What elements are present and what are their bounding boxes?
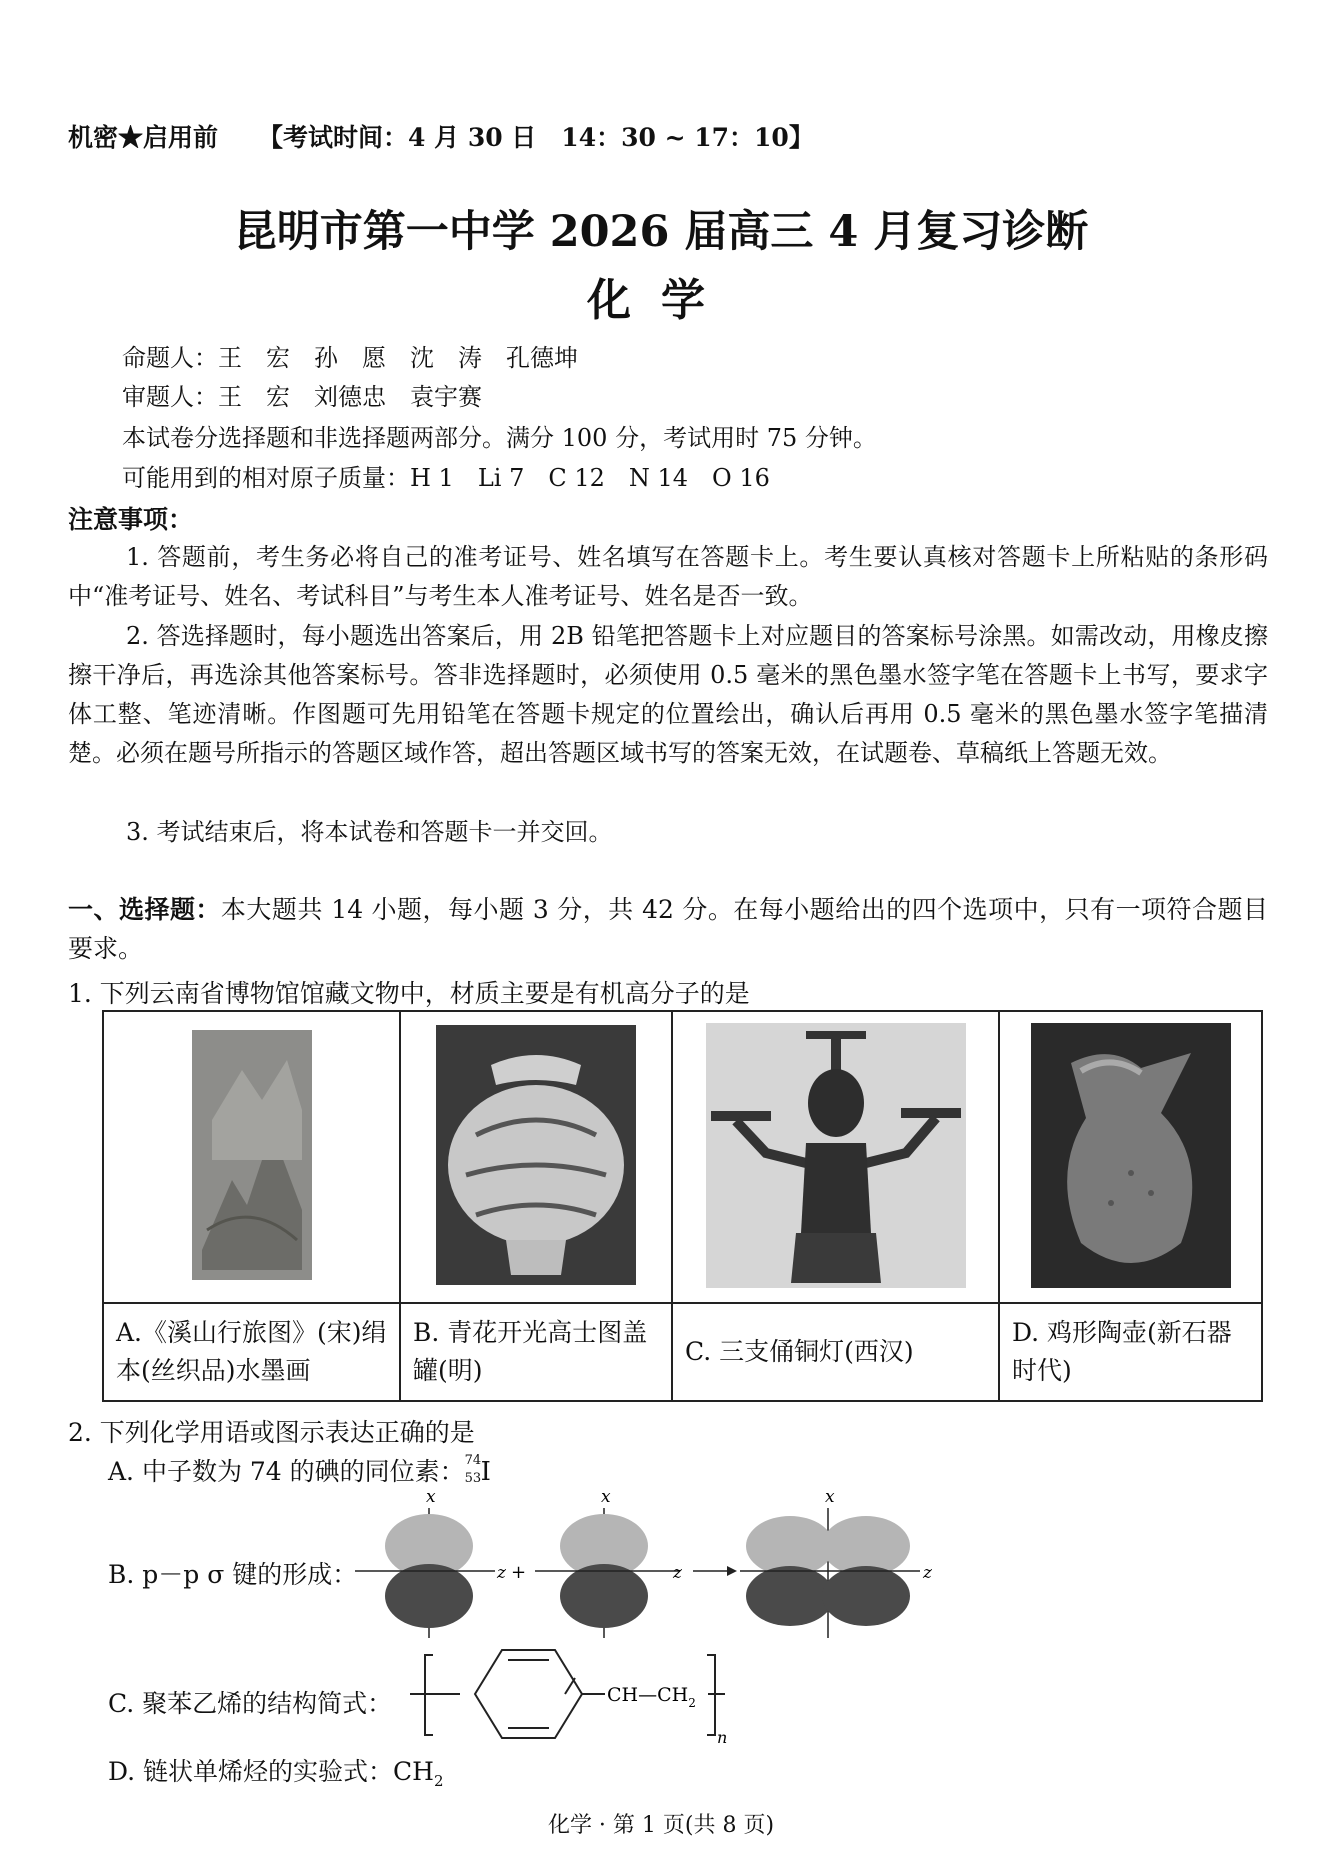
question-1-stem: 1. 下列云南省博物馆馆藏文物中，材质主要是有机高分子的是 [68, 979, 750, 1008]
plus-sign: + [511, 1562, 527, 1583]
option-d-caption: D. 鸡形陶壶(新石器时代) [999, 1303, 1262, 1401]
exam-header [68, 118, 814, 154]
axis-z-label-1: z [497, 1563, 506, 1583]
artifact-table [102, 1010, 1263, 1402]
artifact-image-b-cell [400, 1011, 672, 1303]
p-p-sigma-bond-diagram [355, 1488, 945, 1643]
option-a-line: A. 中子数为 74 的碘的同位素： 74 53 I [108, 1452, 495, 1489]
option-b-caption: B. 青花开光高士图盖罐(明) [400, 1303, 672, 1401]
axis-z-label-2: z [673, 1563, 682, 1583]
porcelain-jar-image [436, 1025, 636, 1285]
iodine-isotope-symbol: 74 53 I [464, 1452, 491, 1487]
axis-x-label-1: x [426, 1488, 436, 1507]
reaction-arrow-icon [727, 1566, 737, 1576]
exam-time: 【考试时间：4 月 30 日 14：30 ~ 17：10】 [258, 123, 814, 152]
landscape-painting-image [192, 1030, 312, 1280]
repeat-n: n [717, 1728, 728, 1745]
polystyrene-structure [405, 1645, 745, 1745]
artifact-image-d-cell [999, 1011, 1262, 1303]
option-a-caption: A.《溪山行旅图》(宋)绢本(丝织品)水墨画 [103, 1303, 400, 1401]
option-c-caption: C. 三支俑铜灯(西汉) [672, 1303, 999, 1401]
reviewers-line: 审题人：王 宏 刘德忠 袁宇赛 [122, 383, 482, 411]
axis-z-label-3: z [923, 1563, 932, 1583]
axis-x-label-3: x [825, 1488, 835, 1507]
section-one-heading: 一、选择题：本大题共 14 小题，每小题 3 分，共 42 分。在每小题给出的四个选项中，只有一项符合题目要求。 [68, 895, 1268, 963]
notice-item-1: 1. 答题前，考生务必将自己的准考证号、姓名填写在答题卡上。考生要认真核对答题卡上所粘贴的条形码中“准考证号、姓名、考试科目”与考生本人准考证号、姓名是否一致。 [68, 543, 1268, 610]
notice-item-2: 2. 答选择题时，每小题选出答案后，用 2B 铅笔把答题卡上对应题目的答案标号涂黑。如需改动，用橡皮擦擦干净后，再选涂其他答案标号。答非选择题时，必须使用 0.5 毫米的黑色墨水签字笔在答题卡上书写，要求字体工整、笔迹清晰。作图题可先用铅笔在答题卡规定的位置绘出，确认后再用 0.5 毫米的黑色墨水签字笔描清楚。必须在题号所指示的答题区域作答，超出答题区域书写的答案无效，在试题卷、草稿纸上答题无效。 [68, 622, 1268, 767]
atomic-masses-line: 可能用到的相对原子质量：H 1 Li 7 C 12 N 14 O 16 [122, 464, 770, 492]
page-title: 昆明市第一中学 2026 届高三 4 月复习诊断 [233, 207, 1089, 257]
structure-line: 本试卷分选择题和非选择题两部分。满分 100 分，考试用时 75 分钟。 [122, 424, 877, 452]
notice-heading: 注意事项： [68, 505, 194, 534]
artifact-image-c-cell [672, 1011, 999, 1303]
page-footer: 化学 · 第 1 页(共 8 页) [547, 1813, 775, 1838]
option-c-line: C. 聚苯乙烯的结构简式： [108, 1689, 393, 1718]
confidential-label: 机密★启用前 [68, 123, 219, 152]
axis-x-label-2: x [601, 1488, 611, 1507]
question-2-stem: 2. 下列化学用语或图示表达正确的是 [68, 1418, 475, 1447]
rooster-pot-image [1031, 1023, 1231, 1288]
option-b-line: B. p－p σ 键的形成： [108, 1560, 358, 1589]
artifact-image-a-cell [103, 1011, 400, 1303]
option-d-line: D. 链状单烯烃的实验式：$CH_2$ [108, 1757, 444, 1790]
bronze-lamp-image [706, 1023, 966, 1288]
notice-item-3: 3. 考试结束后，将本试卷和答题卡一并交回。 [126, 818, 613, 846]
chain-formula: $CH—CH_2$ [607, 1684, 696, 1710]
subject-title: 化学 [587, 275, 735, 326]
authors-line: 命题人：王 宏 孙 愿 沈 涛 孔德坤 [122, 344, 578, 372]
